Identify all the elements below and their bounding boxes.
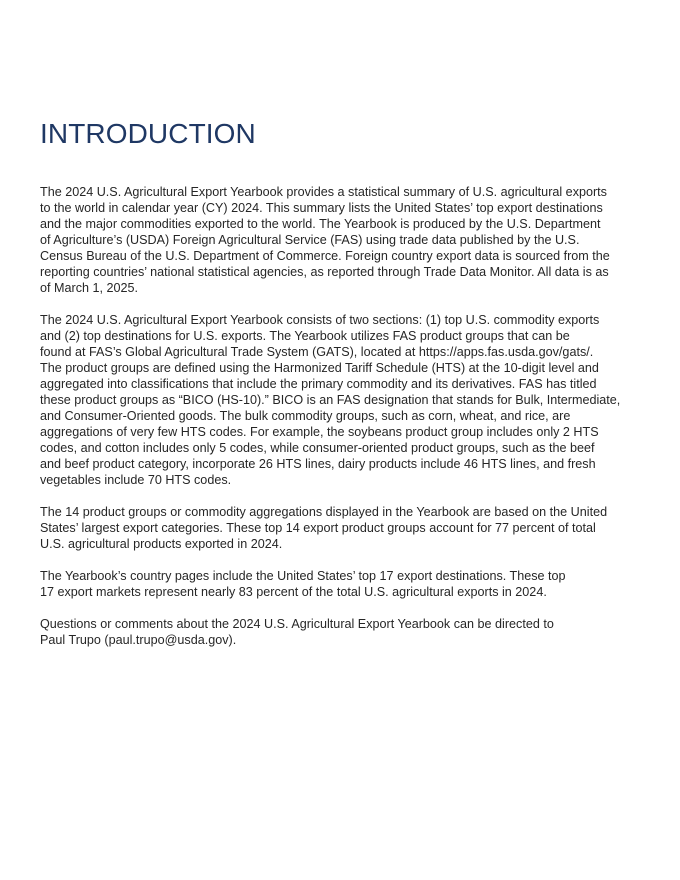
text-line: Paul Trupo (paul.trupo@usda.gov). xyxy=(40,633,237,647)
text-line: The 2024 U.S. Agricultural Export Yearbook consists of two sections: (1) top U.S. commodity exports xyxy=(40,313,600,327)
text-line: and beef product category, incorporate 26 HTS lines, dairy products include 46 HTS lines, and fresh xyxy=(40,457,596,471)
page-title: INTRODUCTION xyxy=(40,118,256,149)
text-line: States’ largest export categories. These top 14 export product groups account for 77 percent of total xyxy=(40,521,596,535)
text-line: The 2024 U.S. Agricultural Export Yearbook provides a statistical summary of U.S. agricultural exports xyxy=(40,185,607,199)
paragraph-gap xyxy=(40,296,650,312)
text-line: aggregated into classifications that include the primary commodity and its derivatives. FAS has titled xyxy=(40,377,597,391)
paragraph-gap xyxy=(40,552,650,568)
text-line: aggregations of very few HTS codes. For example, the soybeans product group includes only 2 HTS xyxy=(40,425,599,439)
text-line: 17 export markets represent nearly 83 percent of the total U.S. agricultural exports in 2024. xyxy=(40,585,547,599)
paragraph-overview xyxy=(40,184,650,296)
text-line: and the major commodities exported to the world. The Yearbook is produced by the U.S. Department xyxy=(40,217,601,231)
paragraph-country-pages xyxy=(40,568,650,600)
body-text xyxy=(40,184,650,648)
text-line: U.S. agricultural products exported in 2024. xyxy=(40,537,283,551)
text-line: of March 1, 2025. xyxy=(40,281,139,295)
text-line: The 14 product groups or commodity aggregations displayed in the Yearbook are based on the United xyxy=(40,505,608,519)
text-line: found at FAS’s Global Agricultural Trade System (GATS), located at https://apps.fas.usda.gov/gats/. xyxy=(40,345,594,359)
paragraph-sections xyxy=(40,312,650,488)
text-line: vegetables include 70 HTS codes. xyxy=(40,473,232,487)
text-line: Questions or comments about the 2024 U.S. Agricultural Export Yearbook can be directed to xyxy=(40,617,554,631)
text-line: of Agriculture’s (USDA) Foreign Agricultural Service (FAS) using trade data published by the U.S. xyxy=(40,233,580,247)
text-line: to the world in calendar year (CY) 2024. This summary lists the United States’ top export destinations xyxy=(40,201,603,215)
paragraph-product-groups xyxy=(40,504,650,552)
paragraph-gap xyxy=(40,488,650,504)
text-line: The Yearbook’s country pages include the United States’ top 17 export destinations. These top xyxy=(40,569,566,583)
paragraph-contact xyxy=(40,616,650,648)
text-line: Census Bureau of the U.S. Department of Commerce. Foreign country export data is sourced from the xyxy=(40,249,610,263)
text-line: and Consumer-Oriented goods. The bulk commodity groups, such as corn, wheat, and rice, are xyxy=(40,409,571,423)
paragraph-gap xyxy=(40,600,650,616)
text-line: The product groups are defined using the Harmonized Tariff Schedule (HTS) at the 10-digit level and xyxy=(40,361,599,375)
text-line: codes, and cotton includes only 5 codes, while consumer-oriented product groups, such as the beef xyxy=(40,441,595,455)
text-line: reporting countries’ national statistical agencies, as reported through Trade Data Monitor. All data is as xyxy=(40,265,609,279)
text-line: these product groups as “BICO (HS-10).” BICO is an FAS designation that stands for Bulk, Intermediate, xyxy=(40,393,621,407)
text-line: and (2) top destinations for U.S. exports. The Yearbook utilizes FAS product groups that can be xyxy=(40,329,570,343)
